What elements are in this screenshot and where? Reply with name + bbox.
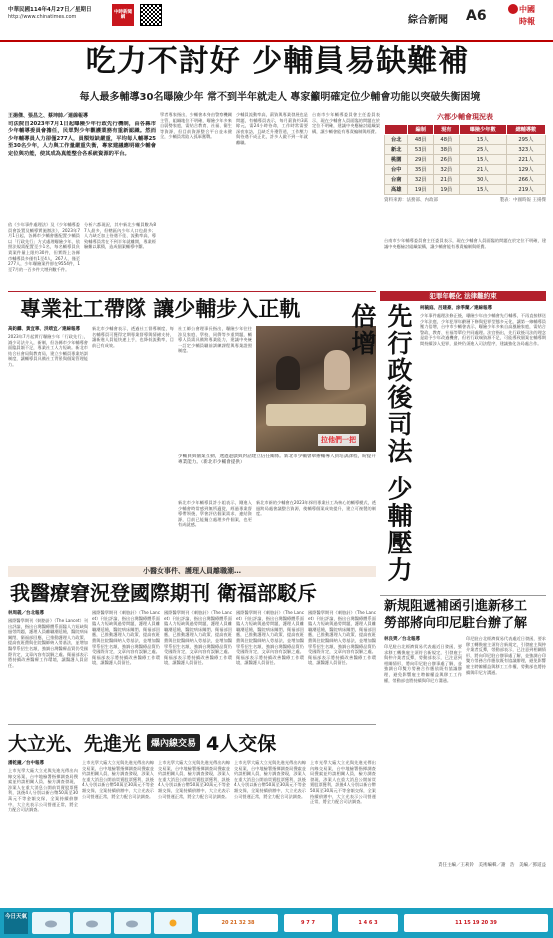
story4-body-col3: 國際醫學期刊《刺胳針》（The Lancet）刊出評論，指出台灣醫療體系面臨人力短缺與過勞問題，護理人員離職潮延燒，醫院病床關閉，衛福部回應，已推動護理人力政策、提高夜班費與住院醫師納入勞基法，並增加醫學系招生名額，強調台灣醫療品質仍受國際肯定，文章內容有誤解之處。衛福部表示將持續改善醫療工作環境，讓醫護人員留任。	[164, 610, 232, 666]
story6-body-col5: 上市光學大廠大立光與先進光傳出內線交易案，台中地檢署指揮調查局搜索並約談相關人員，檢方調查發現，涉案人在重大消息公開前買賣股票獲利，訊後4人分別以新台幣50萬至30萬元不等金額交保，全案持續偵辦中，大立光表示公司營運正常，將全力配合司法調查。	[310, 760, 376, 805]
chinatimes-logo	[505, 2, 545, 30]
table-credit: 製表：中國時報 王揚傑	[499, 198, 546, 203]
weather-label: 今日天氣	[4, 912, 28, 934]
table-cell: 新北	[385, 145, 408, 155]
stats-table-box	[384, 112, 546, 236]
story2-body-col5: 新北市新的少輔會在2023年採用專業社工為核心的輔導模式，透過跨局處會議整合資源，使輔導個案成效提升，建立可複製的制度。	[256, 500, 376, 517]
table-header: 編制	[408, 125, 434, 135]
table-header: 曝險少年數	[459, 125, 506, 135]
table-cell: 19員	[408, 185, 434, 195]
stats-table	[384, 124, 546, 195]
lead-body-col3: 學者專家指出，少輔會本身由警察機關主管，組織地位不明確，曝險少年多來自弱勢家庭，需結合教育、社福、衛生等資源，但目前資源整合平台並未健全，少輔員常陷入孤軍奮戰。	[160, 112, 232, 140]
weather-icons	[32, 912, 192, 934]
table-cell: 19員	[434, 185, 460, 195]
table-cell: 高雄	[385, 185, 408, 195]
story2-body-col1: 2023年7月起實行曝險少年「行政先行」，減少司法介入，新制，但各縣市少年輔導會面臨員額不足，專業社工人力短缺。新北市結合社會局與教育局，建立少輔員專業培訓制度，讓輔導員具備社工背景與個案管理能力。	[8, 334, 88, 367]
divider	[8, 724, 376, 725]
qr-code	[140, 4, 162, 26]
story4-body-col2: 國際醫學期刊《刺胳針》（The Lancet）刊出評論，指出台灣醫療體系面臨人力短缺與過勞問題，護理人員離職潮延燒，醫院病床關閉，衛福部回應，已推動護理人力政策、提高夜班費與住院醫師納入勞基法，並增加醫學系招生名額，強調台灣醫療品質仍受國際肯定，文章內容有誤解之處。衛福部表示將持續改善醫療工作環境，讓醫護人員留任。	[92, 610, 160, 666]
story3-kicker: 犯罪年輕化 法律難約束	[380, 291, 546, 301]
weather-cloud-icon	[73, 912, 111, 934]
story2-byline: 高鈞麟、黃宜寧、洪靖宜／連線報導	[8, 327, 80, 332]
table-header	[385, 125, 408, 135]
weather-sun-icon	[154, 912, 192, 934]
story3-byline: 柯毓庭、呂建豪、涂季蘭／連線報導	[420, 306, 492, 311]
table-cell: 台中	[385, 165, 408, 175]
table-cell: 221人	[506, 155, 545, 165]
lottery-result: 20 21 32 38	[198, 914, 278, 932]
site-url: http://www.chinatimes.com	[8, 14, 77, 20]
issue-date: 中華民國114年4月27日／星期日	[8, 7, 92, 13]
lead-body-col5: 台南市少年輔導委員會主任委員表示，現在少輔會人員面臨的問題在於定位不明確，建議中央應檢討組織架構，讓少輔會能有專責編制與經費。	[312, 112, 380, 134]
table-cell: 29員	[408, 155, 434, 165]
lottery-result: 11 15 19 20 39	[404, 914, 548, 932]
table-cell: 219人	[506, 185, 545, 195]
table-source: 資料來源：法務部、內政部	[384, 198, 438, 203]
story5-body-col2: 印尼駐台北經濟貿易代表處近日發函，要求移工轉換雇主須符合新規定，引發雇主與仲介業者反彈，勞動部表示，已注意到相關情形，將向印尼駐台辦事處了解，並強調台印雙方勞務合作應依既有協議辦理，避免影響雇主聘僱權益與移工工作權，勞動部也將持續與印尼方溝通。	[466, 636, 546, 675]
story5-kicker: 新規阻遞補函引進新移工	[384, 599, 528, 614]
table-cell: 48員	[408, 135, 434, 145]
story2-headline: 專業社工帶隊 讓少輔步入正軌	[20, 297, 301, 321]
story4-body-col5: 國際醫學期刊《刺胳針》（The Lancet）刊出評論，指出台灣醫療體系面臨人力短缺與過勞問題，護理人員離職潮延燒，醫院病床關閉，衛福部回應，已推動護理人力政策、提高夜班費與住院醫師納入勞基法，並增加醫學系招生名額，強調台灣醫療品質仍受國際肯定，文章內容有誤解之處。衛福部表示將持續改善醫療工作環境，讓醫護人員留任。	[308, 610, 376, 666]
photo-figure	[276, 356, 300, 390]
story6-headline-row	[8, 727, 376, 757]
table-cell: 32員	[408, 175, 434, 185]
story6-headline-a: 大立光、先進光	[8, 732, 142, 755]
table-cell: 129人	[506, 165, 545, 175]
photo-table	[266, 404, 366, 426]
story6-body-col2: 上市光學大廠大立光與先進光傳出內線交易案，台中地檢署指揮調查局搜索並約談相關人員，檢方調查發現，涉案人在重大消息公開前買賣股票獲利，訊後4人分別以新台幣50萬至30萬元不等金額交保，全案持續偵辦中，大立光表示公司營運正常，將全力配合司法調查。	[82, 760, 154, 799]
table-cell: 266人	[506, 175, 545, 185]
story3-headline: 先行政後司法 少輔壓力倍增	[348, 303, 413, 584]
main-subheadline: 每人最多輔導30名曝險少年 常不到半年就走人 專家籲明確定位少輔會功能以突破失衡困境	[79, 92, 481, 103]
table-cell: 台北	[385, 135, 408, 145]
lead-body-col4: 少輔員流動率高，薪資與專業發展也是問題，有輔導員表示，每月薪資約3萬餘元，需24小時待命，工作時常需要深夜家訪，且缺乏升遷管道，工作壓力與待遇不成正比，許多人做不到一年就離職。	[236, 112, 308, 145]
table-cell: 15人	[459, 155, 506, 165]
section-name: 綜合新聞	[408, 15, 448, 26]
lead-paragraph: 司法院自2023年7月1日起曝險少年行政先行機制，由各縣市少年輔導委員會擔任，民眾對少年觀護業務有重新認識。然而少年輔導員人力卻僅277人，員額短缺嚴重，平均每人輔導25至30名少年，人力與工作量嚴重失衡，專家建議應明確少輔會定位與功能，使其成為真能整合各系統資源的平台。	[8, 121, 156, 157]
story5-body-col1: 印尼駐台北經濟貿易代表處近日發函，要求移工轉換雇主須符合新規定，引發雇主與仲介業者反彈，勞動部表示，已注意到相關情形，將向印尼駐台辦事處了解，並強調台印雙方勞務合作應依既有協議辦理，避免影響雇主聘僱權益與移工工作權，勞動部也將持續與印尼方溝通。	[384, 644, 462, 683]
table-cell: 295人	[506, 135, 545, 145]
table-cell: 38員	[434, 145, 460, 155]
page-header	[0, 0, 553, 42]
table-row	[385, 175, 546, 185]
story4-byline: 林周義／台北報導	[8, 611, 44, 616]
table-row	[385, 155, 546, 165]
table-cell: 53員	[408, 145, 434, 155]
story4-headline: 我醫療窘況登國際期刊 衛福部駁斥	[10, 581, 317, 605]
story4-body-col1: 國際醫學期刊《刺胳針》（The Lancet）刊出評論，指出台灣醫療體系面臨人力短缺與過勞問題，護理人員離職潮延燒，醫院病床關閉，衛福部回應，已推動護理人力政策、提高夜班費與住院醫師納入勞基法，並增加醫學系招生名額，強調台灣醫療品質仍受國際肯定，文章內容有誤解之處。衛福部表示將持續改善醫療工作環境，讓醫護人員留任。	[8, 618, 88, 668]
story2-body-col2: 新北市少輔會表示，透過社工督導制度，每名輔導員可獲得定期專業督導與情緒支持，讓新進人員能快速上手，也降低流動率，目前已有成效。	[92, 326, 174, 348]
table-cell: 桃園	[385, 155, 408, 165]
lottery-result: 9 7 7	[284, 914, 332, 932]
story3-body: 少年事件處理法修正後，曝險少年由少輔會先行輔導，不再直接移送少年法庭，少年犯罪年齡層下修與犯罪型態多元化，讓第一線輔導員壓力倍增，台中市少輔會表示，曝險少年多來自高風險家庭，需結合警政、教育、社福等單位共同處理。法官指出，先行政後司法的理念是給予少年改過機會，但若行政端資源不足，可能導致個案在輔導期間持續涉入犯罪，最終仍須進入司法程序，建議強化各局處合作。	[420, 313, 546, 346]
table-cell: 21員	[434, 175, 460, 185]
table-cell: 25人	[459, 145, 506, 155]
editor-credits: 責任主編／王莉鈴 美術編輯／謝 浩 美編／鄧道益	[438, 863, 546, 868]
brand-emblem-icon	[505, 2, 545, 30]
table-cell: 15人	[459, 185, 506, 195]
table-cell: 15人	[459, 135, 506, 145]
story6-badge: 爆內線交易	[147, 734, 200, 751]
table-cell: 35員	[408, 165, 434, 175]
table-header: 總輔導數	[506, 125, 545, 135]
main-headline: 吃力不討好 少輔員易缺難補	[85, 44, 470, 79]
photo-label: 拉他們一把	[318, 434, 359, 446]
photo-caption: 少輔員與個案互動，透過遊戲與對話建立信任關係。新北市少輔會舉辦輔導人員培訓課程，盼提升專業能力。（新北市少輔會提供）	[178, 454, 376, 465]
svg-text:中國: 中國	[519, 5, 535, 14]
table-row	[385, 135, 546, 145]
divider	[380, 595, 546, 596]
table-header: 現有	[434, 125, 460, 135]
lead-story	[8, 112, 156, 222]
lead-body-col6: 台南市少年輔導委員會主任委員表示，現在少輔會人員面臨的問題在於定位不明確，建議中央應檢討組織架構，讓少輔會能有專責編制與經費。	[384, 238, 546, 249]
table-cell: 32員	[434, 165, 460, 175]
table-row	[385, 145, 546, 155]
table-cell: 48員	[434, 135, 460, 145]
weather-cloud-icon	[114, 912, 152, 934]
story4-body-col4: 國際醫學期刊《刺胳針》（The Lancet）刊出評論，指出台灣醫療體系面臨人力短缺與過勞問題，護理人員離職潮延燒，醫院病床關閉，衛福部回應，已推動護理人力政策、提高夜班費與住院醫師納入勞基法，並增加醫學系招生名額，強調台灣醫療品質仍受國際肯定，文章內容有誤解之處。衛福部表示將持續改善醫療工作環境，讓醫護人員留任。	[236, 610, 304, 666]
story5-headline: 勞部將向印尼駐台辦了解	[384, 616, 528, 631]
story2-body-col3: 社工師公會理事長指出，曝險少年往往涉及家庭、學校、同儕等多重問題，輔導人員需具備跨專業能力，建議中央統一訂定少輔員職前訓練課程與專業證照制度。	[178, 326, 252, 354]
lead-byline: 王揚傑、張昌之、蔡坤帥／連線報導	[8, 113, 89, 119]
weather-cloud-icon	[32, 912, 70, 934]
weather-lottery-strip	[0, 908, 553, 938]
table-cell: 台南	[385, 175, 408, 185]
table-row	[385, 165, 546, 175]
story6-body-col4: 上市光學大廠大立光與先進光傳出內線交易案，台中地檢署指揮調查局搜索並約談相關人員，檢方調查發現，涉案人在重大消息公開前買賣股票獲利，訊後4人分別以新台幣50萬至30萬元不等金額交保，全案持續偵辦中，大立光表示公司營運正常，將全力配合司法調查。	[234, 760, 306, 799]
lead-body-col2: 分析六都現況，其中新北少輔員數為87人最多，但轄區內少年人口也最多；人力缺乏加上待遇不佳、流動率高，導致輔導員常在不到半年就離開，專業經驗難以累積，造成個案輔導中斷。	[84, 222, 156, 250]
page-number: A6	[466, 8, 487, 24]
svg-text:時報: 時報	[519, 17, 535, 26]
table-cell: 21人	[459, 165, 506, 175]
lead-body-col1: 依《少年事件處理法》及《少年輔導委員會設置及輔導實施辦法》，2023年7月1日起，各縣市少輔會應配置少輔員以「行政先行」方式處理曝險少年，依照法規需配置至少1名，每名輔導員負責案件量上限約30件，但實際上各縣市輔導員多僅有1至4人，267人、僅至277人，少年曝險案件卻在9554件，1至7月的一百多件大增到數千件。	[8, 222, 80, 272]
table-cell: 26員	[434, 155, 460, 165]
table-cell: 323人	[506, 145, 545, 155]
story2-body-col4: 新北市少年輔導員許小姐表示，剛進入少輔會時常感到無所適從，經過專業督導帶領後，學會評估個案需求、連結資源，目前已能獨立處理多件個案，也更有成就感。	[178, 500, 252, 528]
story5-byline: 林良齊／台北報導	[384, 637, 420, 642]
story6-body-col3: 上市光學大廠大立光與先進光傳出內線交易案，台中地檢署指揮調查局搜索並約談相關人員，檢方調查發現，涉案人在重大消息公開前買賣股票獲利，訊後4人分別以新台幣50萬至30萬元不等金額交保，全案持續偵辦中，大立光表示公司營運正常，將全力配合司法調查。	[158, 760, 230, 799]
table-title: 六都少輔會現況表	[437, 113, 493, 121]
story4-kicker: 小醫女事件、護理人員離職潮…	[8, 566, 376, 577]
table-row	[385, 185, 546, 195]
table-cell: 30人	[459, 175, 506, 185]
table-header-row	[385, 125, 546, 135]
divider	[8, 291, 376, 292]
story6-body-col1: 上市光學大廠大立光與先進光傳出內線交易案，台中地檢署指揮調查局搜索並約談相關人員，檢方調查發現，涉案人在重大消息公開前買賣股票獲利，訊後4人分別以新台幣50萬至30萬元不等金額交保，全案持續偵辦中，大立光表示公司營運正常，將全力配合司法調查。	[8, 768, 78, 813]
story6-headline-b: 4人交保	[206, 732, 277, 755]
news-logo: 中時新聞網	[112, 4, 134, 26]
lottery-result: 1 4 6 3	[338, 914, 398, 932]
story6-byline: 潘乾鐘／台中報導	[8, 761, 44, 766]
